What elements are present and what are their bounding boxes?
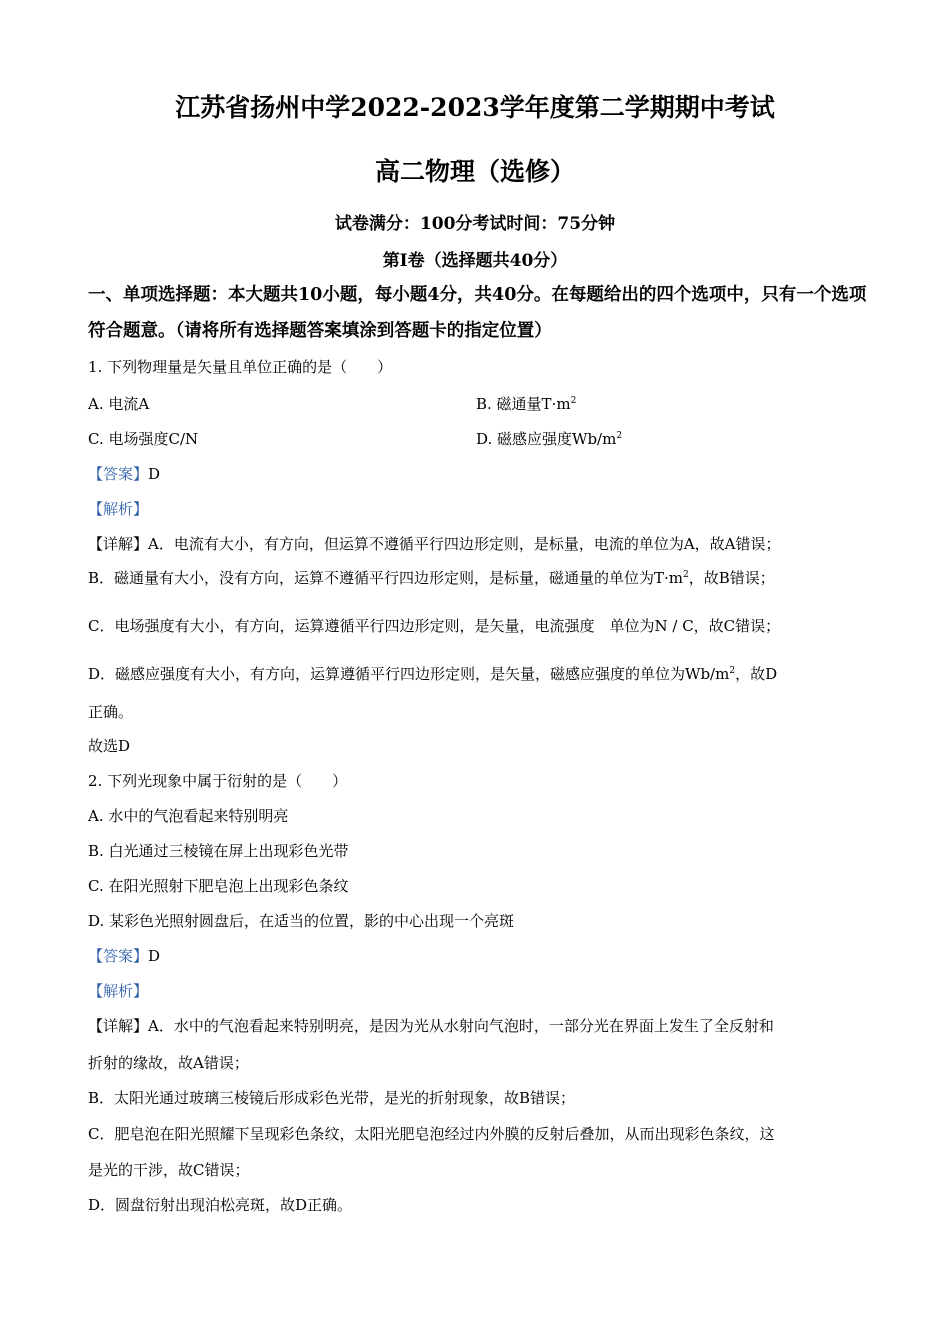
q1-option-d: D. 磁感应强度$Wb/m^2$ [476,430,623,448]
q2-detail-a: 【详解】A．水中的气泡看起来特别明亮，是因为光从水射向气泡时，一部分光在界面上发生了全反射和 [88,1017,774,1035]
q1-detail-d-cont: 正确。 [88,703,134,721]
q2-detail-b: B．太阳光通过玻璃三棱镜后形成彩色光带，是光的折射现象，故B错误； [88,1089,576,1107]
q1-option-c: C. 电场强度C/N [88,430,199,448]
q1-stem: 1. 下列物理量是矢量且单位正确的是（ ） [88,358,393,376]
q1-option-b: B. 磁通量$T\cdot m^2$ [476,395,577,413]
q1-option-a: A. 电流A [88,395,150,413]
q2-detail-c-cont: 是光的干涉，故C错误； [88,1161,250,1179]
part-heading: 第Ⅰ卷（选择题共40分） [382,251,568,271]
q2-answer: 【答案】D [88,947,161,965]
section-heading: 一、单项选择题：本大题共10小题，每小题4分，共40分。在每题给出的四个选项中，只有一个选项符合题意。（请将所有选择题答案填涂到答题卡的指定位置） [88,285,867,341]
q1-analysis-label: 【解析】 [88,500,149,518]
q1-detail-d: D．磁感应强度有大小，有方向，运算遵循平行四边形定则，是矢量，磁感应强度的单位为$Wb/m^2$，故D [88,665,778,683]
q2-analysis-label: 【解析】 [88,982,149,1000]
exam-title: 江苏省扬州中学2022-2023学年度第二学期期中考试 [175,93,775,122]
q2-option-c: C. 在阳光照射下肥皂泡上出现彩色条纹 [88,877,349,895]
q2-option-d: D. 某彩色光照射圆盘后，在适当的位置，影的中心出现一个亮斑 [88,912,515,930]
q1-conclusion: 故选D [88,737,131,755]
q1-answer: 【答案】D [88,465,161,483]
q1-detail-b: B．磁通量有大小，没有方向，运算不遵循平行四边形定则，是标量，磁通量的单位为$T\cdot m^2$，故B错误； [88,569,775,587]
q2-detail-a-cont: 折射的缘故，故A错误； [88,1054,249,1072]
exam-info: 试卷满分：100分考试时间：75分钟 [334,214,616,234]
q2-option-b: B. 白光通过三棱镜在屏上出现彩色光带 [88,842,349,860]
exam-subtitle: 高二物理（选修） [374,157,575,186]
q1-detail-a: 【详解】A．电流有大小，有方向，但运算不遵循平行四边形定则，是标量，电流的单位为A，故A错误； [88,535,781,553]
q2-option-a: A. 水中的气泡看起来特别明亮 [88,807,289,825]
q2-detail-d: D．圆盘衍射出现泊松亮斑，故D正确。 [88,1196,353,1214]
q2-stem: 2. 下列光现象中属于衍射的是（ ） [88,772,348,790]
q2-detail-c: C．肥皂泡在阳光照耀下呈现彩色条纹，太阳光肥皂泡经过内外膜的反射后叠加，从而出现彩色条纹，这 [88,1125,775,1143]
q1-detail-c: C．电场强度有大小，有方向，运算遵循平行四边形定则，是矢量，电流强度 单位为N / C，故C错误； [88,617,781,635]
